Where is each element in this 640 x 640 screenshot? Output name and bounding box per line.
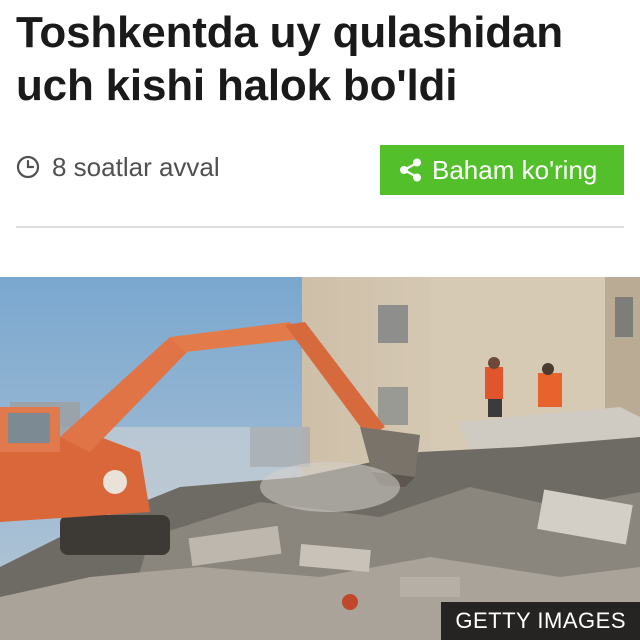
share-button[interactable] xyxy=(380,145,624,195)
timestamp xyxy=(16,152,220,182)
article-photo[interactable] xyxy=(0,277,640,640)
clock-icon xyxy=(16,155,40,179)
divider xyxy=(16,226,624,228)
share-icon xyxy=(398,157,424,183)
timestamp-text: 8 soatlar avval xyxy=(52,151,220,182)
photo-illustration xyxy=(0,277,640,640)
share-button-label: Baham ko'ring xyxy=(432,154,598,185)
article-meta-row xyxy=(16,145,624,195)
article-headline: Toshkentda uy qulashidan uch kishi halok bo'ldi xyxy=(16,8,563,110)
photo-credit: GETTY IMAGES xyxy=(441,602,640,640)
